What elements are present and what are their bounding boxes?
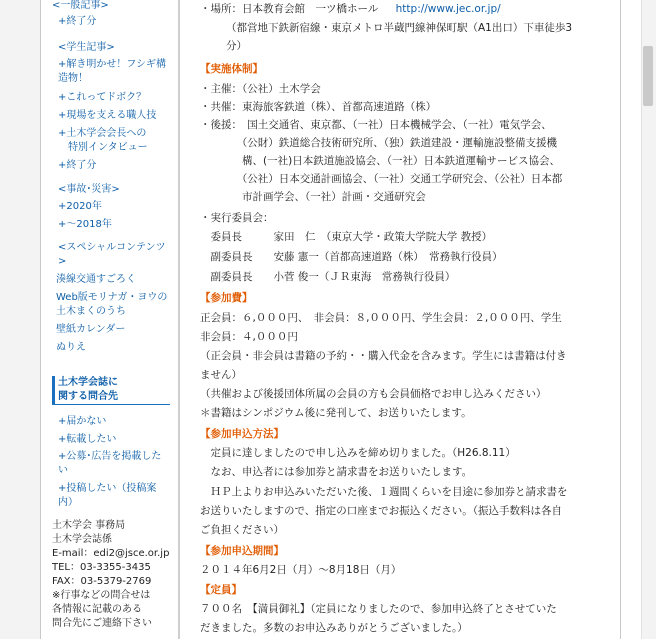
heading-organization: 【実施体制】 [200,63,263,75]
fee-line-2: 非会員：４,０００円 [200,331,298,343]
office-section: 土木学会誌係 [52,534,112,545]
sidebar-link-student-finished[interactable]: +終了分 [58,160,97,171]
venue-url-link[interactable]: http://www.jec.or.jp/ [395,3,501,15]
sidebar-link-structure-cont[interactable]: 造物！ [58,73,88,84]
sidebar-link-not-arrived[interactable]: +届かない [58,416,107,427]
sidebar-link-structure[interactable]: +解き明かせ！フシギ構 [58,59,166,70]
committee-vice-2: 副委員長 小菅 俊一（ＪＲ東海 常務執行役員） [200,271,456,283]
office-note-3: 問合先にご連絡下さい [52,618,152,629]
frame-border-right [620,0,621,639]
scrollbar-thumb[interactable] [643,46,653,106]
heading-fee: 【参加費】 [200,292,253,304]
sidebar-head-disaster: <事故･災害> [58,184,120,195]
sidebar-link-calendar[interactable]: 壁紙カレンダー [56,324,126,335]
access-line-1: （都営地下鉄新宿線・東京メトロ半蔵門線神保町駅（A1出口）下車徒歩3 [226,22,573,34]
frame-border-left [40,0,41,639]
sidebar-link-sugoroku[interactable]: 湊線交通すごろく [56,274,136,285]
sidebar-link-coloring[interactable]: ぬりえ [56,342,86,353]
committee-vice-1: 副委員長 安藤 憲一（首都高速道路（株） 常務執行役員） [200,251,503,263]
sidebar-link-advertise-cont[interactable]: い [58,465,68,476]
fee-line-4: ません） [200,369,242,381]
office-name: 土木学会 事務局 [52,520,126,531]
venue-text: ・場所：日本教育会館 一ツ橋ホール [200,3,379,15]
sidebar-link-submit-cont[interactable]: 内） [58,497,78,508]
support-line-1: ・後援： 国土交通省、東京都、（一社）日本機械学会、（一社）電気学会、 [200,119,552,131]
heading-capacity: 【定員】 [200,584,242,596]
sidebar-link-morinaga[interactable]: Web版モリナガ・ヨウの [56,292,168,303]
sidebar-head-special-end: > [58,256,67,267]
apply-line-1: 定員に達しましたので申し込みを締め切りました。（H26.8.11） [200,447,516,459]
cohost-line: ・共催：東海旅客鉄道（株）、首都高速道路（株） [200,101,437,113]
heading-apply: 【参加申込方法】 [200,428,284,440]
heading-period: 【参加申込期間】 [200,545,284,557]
access-line-2: 分） [226,40,247,52]
sidebar-link-advertise[interactable]: +公募･広告を掲載した [58,451,162,462]
sidebar-head-student: <学生記事> [58,42,115,53]
fee-line-1: 正会員：６,０００円、 非会員：８,０００円、学生会員：２,０００円、学生 [200,312,562,324]
venue-line [200,1,501,18]
office-tel: TEL：03-3355-3435 [52,562,151,573]
sidebar-link-craftsman[interactable]: +現場を支える職人技 [58,110,157,121]
fee-line-5: （共催および後援団体所属の会員の方も会員価格でお申し込みください） [200,388,547,400]
office-note-2: 各情報に記載のある [52,604,142,615]
support-line-4: （公社）日本交通計画協会、（一社）交通工学研究会、（公社）日本都 [200,173,563,185]
office-email: E-mail：edi2@jsce.or.jp [52,548,170,559]
apply-line-5: ご負担ください） [200,524,284,536]
sidebar-link-2020[interactable]: +2020年 [58,201,102,212]
capacity-line-1: ７００名 【満員御礼】（定員になりましたので、参加申込終了とさせていた [200,603,557,615]
support-line-5: 市計画学会、（一社）計画・交通研究会 [200,191,426,203]
sidebar-link-2018[interactable]: +～2018年 [58,219,112,230]
sidebar-link-interview-cont[interactable]: 特別インタビュー [68,142,148,153]
apply-line-2: なお、申込者には参加券と請求書をお送りいたします。 [200,466,473,478]
support-line-2: （公財）鉄道総合技術研究所、（独）鉄道建設・運輸施設整備支援機 [200,137,557,149]
contact-heading [52,376,170,405]
fee-line-3: （正会員・非会員は書籍の予約・・購入代金を含みます。学生には書籍は付き [200,350,567,362]
fee-line-6: ＊書籍はシンポジウム後に発刊して、お送りいたします。 [200,407,472,419]
office-fax: FAX：03-5379-2769 [52,576,152,587]
left-frame [0,0,40,639]
capacity-line-2: だきました。多数のお申込みありがとうございました。） [200,622,468,634]
sidebar-link-reprint[interactable]: +転載したい [58,434,117,445]
sidebar-link-submit[interactable]: +投稿したい（投稿案 [58,483,157,494]
committee-heading: ・実行委員会： [200,212,274,224]
apply-line-3: ＨＰ上よりお申込みいただいた後、１週間くらいを目途に参加券と請求書を [200,486,568,498]
sidebar-head-special: <スペシャルコンテンツ [58,242,166,253]
support-line-3: 構、(一社)日本鉄道施設協会、（一社）日本鉄道運輸サービス協会、 [200,155,560,167]
committee-chair: 委員長 家田 仁 （東京大学・政策大学院大学 教授） [200,231,493,243]
sidebar-link-doboku[interactable]: +これってドボク？ [58,92,147,103]
contact-title-line2: 関する問合先 [58,391,118,402]
sidebar-link-general-finished[interactable]: +終了分 [58,16,97,27]
sidebar-link-interview[interactable]: +土木学会会長への [58,128,147,139]
office-note-1: ※行事などの問合せは [52,590,151,601]
contact-title-line1: 土木学会誌に [58,377,118,388]
apply-line-4: お送りいたしますので、指定の口座までお振込ください。（振込手数料は各自 [200,505,563,517]
column-divider [178,0,180,639]
period-line: ２０１４年6月2日（月）～8月18日（月） [200,564,402,576]
sidebar-link-morinaga-cont[interactable]: 土木まくのうち [56,306,126,317]
host-line: ・主催：（公社）土木学会 [200,83,321,95]
sidebar-head-general: <一般記事> [52,0,109,11]
